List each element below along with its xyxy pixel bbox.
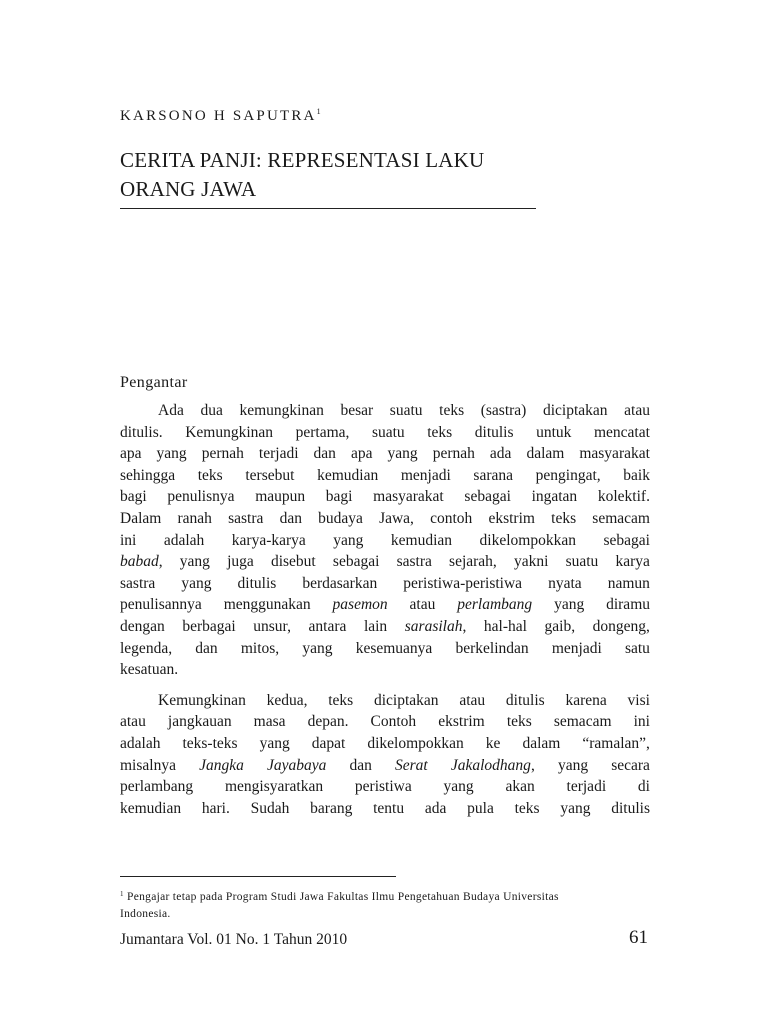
- text-line: [120, 690, 650, 712]
- word: dalam: [522, 734, 561, 752]
- word: pernah: [432, 445, 475, 463]
- word: adalah: [120, 734, 161, 752]
- word: teks: [551, 509, 577, 527]
- word: Jayabaya: [266, 756, 327, 774]
- word: atau: [409, 596, 436, 614]
- word: satu: [624, 639, 650, 657]
- article-title-line-2: ORANG JAWA: [120, 177, 257, 201]
- text-line: [120, 733, 650, 755]
- word: teks: [427, 423, 453, 441]
- word: sarasilah,: [404, 617, 467, 635]
- word: ditulis: [474, 423, 514, 441]
- word: ke: [485, 734, 501, 752]
- word: Jawa,: [379, 509, 414, 527]
- word: masyarakat: [579, 445, 650, 463]
- word: disebut: [270, 553, 316, 571]
- word: juga: [227, 553, 254, 571]
- text-line: [120, 400, 650, 422]
- word: atau: [624, 402, 650, 419]
- footnote-text-line-1: Pengajar tetap pada Program Studi Jawa Fakultas Ilmu Pengetahuan Budaya Universitas: [127, 891, 559, 903]
- word: yang: [156, 445, 187, 463]
- word: ditulis: [237, 574, 277, 592]
- word: baik: [623, 466, 650, 484]
- word: karya-karya: [231, 531, 306, 549]
- word: suatu: [389, 402, 423, 419]
- word: nyata: [548, 574, 582, 592]
- word: hari.: [201, 799, 230, 817]
- text-line: [120, 486, 650, 508]
- word: misalnya: [120, 756, 176, 774]
- word: kesemuanya: [355, 639, 433, 657]
- word: masyarakat: [373, 488, 444, 506]
- word: dikelompokkan: [479, 531, 576, 549]
- word: Ada: [158, 402, 184, 419]
- page-number: 61: [629, 927, 648, 948]
- paragraph-1: [120, 400, 650, 681]
- word: pasemon: [332, 596, 388, 614]
- text-line: [120, 443, 650, 465]
- word: “ramalan”,: [582, 734, 650, 752]
- word: pengingat,: [535, 466, 601, 484]
- word: masa: [253, 713, 286, 731]
- word: ranah: [177, 509, 212, 527]
- word: dalam: [526, 445, 565, 463]
- word: dengan: [120, 617, 165, 635]
- word: dikelompokkan: [367, 734, 464, 752]
- word: Jakalodhang,: [450, 756, 535, 774]
- word: diciptakan: [542, 402, 608, 419]
- word: yang: [181, 574, 212, 592]
- word: Kemungkinan: [185, 423, 274, 441]
- word: tentu: [373, 799, 405, 817]
- word: dan: [279, 509, 302, 527]
- word: tersebut: [245, 466, 295, 484]
- word: hal-hal: [483, 617, 527, 635]
- text-line: [120, 573, 650, 595]
- word: adalah: [163, 531, 205, 549]
- word: ini: [120, 531, 137, 549]
- word: diramu: [606, 596, 650, 614]
- word: teks-teks: [182, 734, 238, 752]
- word: yang: [302, 639, 333, 657]
- word: mencatat: [593, 423, 650, 441]
- word: yakni: [513, 553, 549, 571]
- word: diciptakan: [373, 691, 439, 709]
- word: dan: [349, 756, 372, 774]
- word: kolektif.: [597, 488, 650, 506]
- footnote: [120, 886, 650, 922]
- word: suatu: [565, 553, 599, 571]
- word: kemudian: [390, 531, 453, 549]
- word: teks: [197, 466, 223, 484]
- word: sastra: [396, 553, 432, 571]
- word: mengisyaratkan: [224, 778, 324, 796]
- word: sebagai: [603, 531, 650, 549]
- word: ditulis.: [120, 423, 163, 441]
- word: menjadi: [400, 466, 451, 484]
- word: yang: [387, 445, 418, 463]
- word: berkelindan: [455, 639, 529, 657]
- word: lain: [363, 617, 388, 635]
- text-line: [120, 422, 650, 444]
- text-line: [120, 711, 650, 733]
- word: suatu: [371, 423, 405, 441]
- text-line: [120, 616, 650, 638]
- text-line: [120, 755, 650, 777]
- word: peristiwa-peristiwa: [403, 574, 523, 592]
- word: akan: [505, 778, 535, 796]
- text-line: [120, 776, 650, 798]
- word: dan: [195, 639, 218, 657]
- word: ditulis: [611, 799, 650, 817]
- word: pertama,: [295, 423, 350, 441]
- word: Sudah: [250, 799, 290, 817]
- word: perlambang: [120, 778, 194, 796]
- word: Serat: [395, 756, 428, 774]
- word: budaya: [318, 509, 363, 527]
- author-footnote-marker[interactable]: 1: [316, 107, 321, 116]
- text-line: [120, 638, 650, 660]
- word: unsur,: [253, 617, 291, 635]
- word: Dalam: [120, 509, 162, 527]
- word: Kemungkinan: [158, 691, 246, 709]
- word: terjadi: [566, 778, 607, 796]
- text-line: [120, 659, 650, 681]
- word: semacam: [553, 713, 612, 731]
- footnote-marker: 1: [120, 890, 124, 898]
- word: dapat: [311, 734, 346, 752]
- word: untuk: [536, 423, 572, 441]
- word: Contoh: [370, 713, 417, 731]
- word: gaib,: [544, 617, 576, 635]
- word: yang: [259, 734, 290, 752]
- word: apa: [350, 445, 373, 463]
- word: kemungkinan: [239, 402, 324, 419]
- word: kemudian: [120, 799, 182, 817]
- text-line: [120, 530, 650, 552]
- word: sejarah,: [449, 553, 497, 571]
- word: secara: [611, 756, 650, 774]
- word: terjadi: [258, 445, 299, 463]
- word: sastra: [120, 574, 156, 592]
- word: teks: [506, 713, 532, 731]
- word: barang: [310, 799, 353, 817]
- section-heading: Pengantar: [120, 374, 188, 391]
- word: apa: [120, 445, 142, 463]
- word: teks: [439, 402, 465, 419]
- article-title: [120, 146, 550, 204]
- word: kesatuan.: [120, 661, 179, 679]
- word: yang: [333, 531, 364, 549]
- word: sastra: [228, 509, 264, 527]
- word: sehingga: [120, 466, 176, 484]
- word: penulisannya: [120, 596, 202, 614]
- word: Jangka: [199, 756, 244, 774]
- word: berdasarkan: [302, 574, 378, 592]
- word: atau: [459, 691, 486, 709]
- word: sebagai: [464, 488, 511, 506]
- word: dan: [313, 445, 336, 463]
- word: berbagai: [182, 617, 236, 635]
- word: sebagai: [332, 553, 380, 571]
- word: menjadi: [551, 639, 602, 657]
- word: besar: [340, 402, 374, 419]
- word: di: [637, 778, 650, 796]
- word: kedua,: [266, 691, 308, 709]
- word: antara: [308, 617, 347, 635]
- word: ekstrim: [438, 713, 485, 731]
- text-line: [120, 594, 650, 616]
- word: menggunakan: [223, 596, 311, 614]
- word: visi: [627, 691, 650, 709]
- word: ada: [424, 799, 447, 817]
- word: bagi: [120, 488, 147, 506]
- word: ekstrim: [488, 509, 535, 527]
- word: peristiwa: [354, 778, 412, 796]
- word: maupun: [255, 488, 306, 506]
- word: teks: [514, 799, 540, 817]
- word: teks: [328, 691, 354, 709]
- title-divider: [120, 208, 536, 209]
- word: kemudian: [317, 466, 379, 484]
- footnote-text-line-2: Indonesia.: [120, 907, 171, 920]
- word: jangkauan: [167, 713, 232, 731]
- text-line: [120, 465, 650, 487]
- word: bagi: [325, 488, 353, 506]
- word: ditulis: [505, 691, 545, 709]
- word: ingatan: [531, 488, 578, 506]
- text-line: [120, 508, 650, 530]
- word: mitos,: [240, 639, 280, 657]
- word: babad,: [120, 553, 163, 571]
- word: yang: [560, 799, 591, 817]
- word: karena: [565, 691, 607, 709]
- word: namun: [607, 574, 650, 592]
- word: penulisnya: [167, 488, 235, 506]
- word: yang: [554, 596, 585, 614]
- word: depan.: [307, 713, 349, 731]
- word: karya: [615, 553, 650, 571]
- text-line: [120, 551, 650, 573]
- word: yang: [443, 778, 474, 796]
- footnote-divider: [120, 876, 396, 877]
- word: ini: [633, 713, 650, 731]
- journal-citation: Jumantara Vol. 01 No. 1 Tahun 2010: [120, 931, 348, 948]
- word: dongeng,: [592, 617, 650, 635]
- author-name-text: KARSONO H SAPUTRA: [120, 108, 317, 124]
- word: dua: [200, 402, 223, 419]
- word: pernah: [201, 445, 244, 463]
- word: (sastra): [480, 402, 527, 419]
- word: contoh: [430, 509, 473, 527]
- word: legenda,: [120, 639, 173, 657]
- word: perlambang: [457, 596, 533, 614]
- word: yang: [179, 553, 210, 571]
- body-text: [120, 400, 650, 819]
- word: pula: [467, 799, 494, 817]
- word: sarana: [473, 466, 514, 484]
- word: yang: [557, 756, 589, 774]
- paragraph-2: [120, 690, 650, 820]
- paragraph-gap: [120, 681, 650, 690]
- word: ada: [489, 445, 512, 463]
- article-title-line-1: CERITA PANJI: REPRESENTASI LAKU: [120, 148, 485, 172]
- text-line: [120, 798, 650, 820]
- word: semacam: [592, 509, 650, 527]
- word: atau: [120, 713, 146, 731]
- author-name: [120, 107, 321, 125]
